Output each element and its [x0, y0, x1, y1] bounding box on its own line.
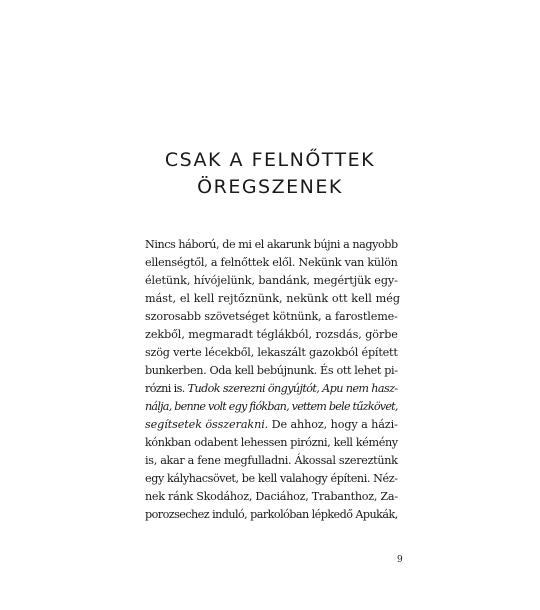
text-segment: egy kályhacsövet, be kell valahogy építeni. Néz-	[145, 472, 398, 485]
text-segment: De ahhoz, hogy a házi-	[268, 418, 398, 431]
text-line	[145, 506, 400, 524]
text-line	[145, 326, 400, 344]
text-line	[145, 434, 400, 452]
text-line	[145, 470, 400, 488]
page-number: 9	[397, 555, 403, 565]
italic-text-segment: segítsetek összerakni.	[145, 418, 269, 431]
text-segment: zekből, megmaradt téglákból, rozsdás, görbe	[145, 328, 398, 341]
text-line	[145, 272, 400, 290]
text-line	[145, 254, 400, 272]
italic-text-segment: nálja, benne volt egy fiókban, vettem bele tűzkövet,	[145, 400, 398, 413]
text-segment: mást, el kell rejtőznünk, nekünk ott kell még	[145, 292, 400, 305]
text-segment: porozsechez induló, parkolóban lépkedő Apukák,	[145, 508, 398, 521]
text-segment: nek ránk Skodához, Daciához, Trabanthoz, Za-	[145, 490, 398, 503]
text-segment: Nincs háború, de mi el akarunk bújni a nagyobb	[145, 238, 398, 251]
italic-text-segment: Tudok szerezni öngyújtót, Apu nem hasz-	[187, 382, 398, 395]
text-segment: bunkerben. Oda kell bebújnunk. És ott lehet pi-	[145, 364, 398, 377]
text-line	[145, 488, 400, 506]
chapter-title-line-1: CSAK A FELNŐTTEK	[164, 148, 376, 171]
text-segment: szög verte lécekből, lekaszált gazokból épített	[145, 346, 398, 359]
text-line	[145, 380, 400, 398]
text-line	[145, 308, 400, 326]
text-line	[145, 290, 400, 308]
text-segment: rózni is.	[145, 382, 188, 395]
text-segment: kónkban odabent lehessen pirózni, kell kémény	[145, 436, 398, 449]
text-segment: ellenségtől, a felnőttek elől. Nekünk van külön	[145, 256, 398, 269]
text-line	[145, 236, 400, 254]
text-line	[145, 416, 400, 434]
chapter-title	[0, 147, 540, 201]
chapter-title-line-2: ÖREGSZENEK	[197, 175, 343, 198]
text-line	[145, 398, 400, 416]
body-paragraph	[145, 236, 400, 524]
text-line	[145, 452, 400, 470]
text-segment: szorosabb szövetséget kötnünk, a farostleme-	[145, 310, 398, 323]
text-segment: is, akar a fene megfulladni. Ákossal szereztünk	[145, 454, 398, 467]
text-line	[145, 362, 400, 380]
text-segment: életünk, hívójelünk, bandánk, megértjük egy-	[145, 274, 398, 287]
text-line	[145, 344, 400, 362]
